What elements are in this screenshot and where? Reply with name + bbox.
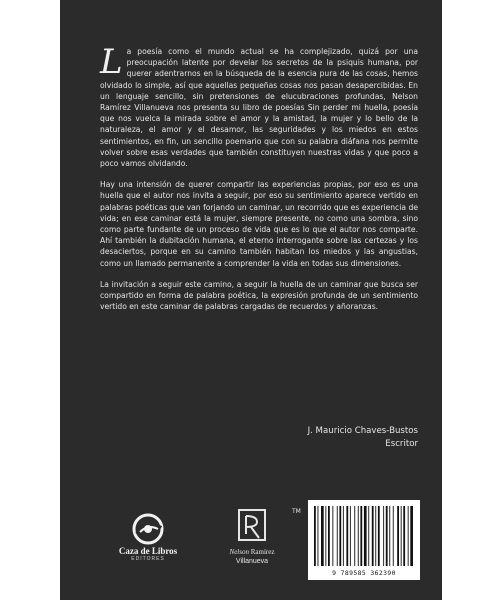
barcode-bar <box>346 506 348 566</box>
publisher-swirl-icon <box>131 512 165 546</box>
publisher-sub: EDITORES <box>131 556 165 562</box>
barcode-bar <box>318 506 319 566</box>
back-cover <box>60 0 442 600</box>
barcode-bar <box>354 506 355 566</box>
barcode-bar <box>368 506 369 566</box>
barcode-bar <box>325 506 326 566</box>
barcode-bar <box>378 506 380 566</box>
author-logo-first: Nelson Ramírez <box>229 548 275 556</box>
author-monogram-icon <box>237 508 267 544</box>
barcode-bar <box>339 506 341 566</box>
author-logo-last: Villanueva <box>235 558 269 565</box>
author-logo <box>210 508 294 580</box>
body-text <box>100 42 418 322</box>
paragraph-2: Hay una intensión de querer compartir las experiencias propias, por eso es una huella que el autor nos invita a seguir, por eso su sentimiento aparece vertido en palabras poéticas que van forjando un caminar, un recorrido que es experiencia de vida; en ese caminar está la mujer, siempre presente, no como una sombra, sino como parte fundante de un proceso de vida que es lo que el autor nos comparte. Ahí también la dubitación humana, el eterno interrogante sobre las certezas y los desaciertos, porque en su camino también habitan los miedos y las angustias, como un llamado permanente a comprender la vida en todas sus dimensiones. <box>100 180 418 268</box>
barcode-bar <box>332 506 333 566</box>
paragraph-1-text: a poesía como el mundo actual se ha complejizado, quizá por una preocupación latente por develar los secretos de la psiquis humana, por querer adentrarnos en la búsqueda de la esencia pura de las cosas, hemos olvidado lo simple, así que aquellas pequeñas cosas nos pasan desapercibidas. En un lenguaje sencillo, sin pretensiones de elucubraciones profundas, Nelson Ramírez Villanueva nos presenta su libro de poesías Sin perder mi huella, poesía que nos vuelca la mirada sobre el amor y la amistad, la mujer y lo bello de la naturaleza, el amor y el desamor, las seguridades y los miedos en estos sentimientos, en fin, un sencillo poemario que con su palabra diáfana nos permite volver sobre esas verdades que también constituyen nuestras vidas y que poco a poco vamos olvidando. <box>100 47 418 169</box>
barcode-bar <box>386 506 388 566</box>
barcode-bar <box>314 506 316 566</box>
barcode-bar <box>408 506 409 566</box>
barcode-bar <box>360 506 362 566</box>
signature <box>260 425 418 451</box>
drop-cap: L <box>100 42 123 82</box>
barcode-bar <box>328 506 330 566</box>
trademark: TM <box>292 508 301 515</box>
paragraph-3: La invitación a seguir este camino, a seguir la huella de un caminar que busca ser compartido en forma de palabra poética, la expresión profunda de un sentimiento vertido en este caminar de palabras cargadas de recuerdos y añoranzas. <box>100 279 418 312</box>
barcode-bar <box>375 506 376 566</box>
barcode-bars <box>308 500 420 570</box>
paragraph-1 <box>100 42 418 169</box>
barcode-bar <box>343 506 344 566</box>
publisher-logo <box>108 512 188 572</box>
barcode-bar <box>358 506 359 566</box>
barcode-bar <box>337 506 338 566</box>
barcode-bar <box>401 506 402 566</box>
barcode-bar <box>350 506 351 566</box>
isbn-barcode <box>308 500 420 580</box>
barcode-bar <box>372 506 374 566</box>
barcode-bar <box>321 506 324 566</box>
barcode-bar <box>397 506 399 566</box>
signature-role: Escritor <box>385 439 418 449</box>
signature-name: J. Mauricio Chaves-Bustos <box>307 426 418 436</box>
barcode-bar <box>410 506 413 566</box>
barcode-number: 9 789585 362390 <box>332 569 396 577</box>
publisher-name: Caza de Libros <box>118 546 178 556</box>
barcode-bar <box>389 506 390 566</box>
barcode-bar <box>393 506 394 566</box>
barcode-bar <box>403 506 405 566</box>
barcode-bar <box>383 506 384 566</box>
barcode-bar <box>364 506 367 566</box>
